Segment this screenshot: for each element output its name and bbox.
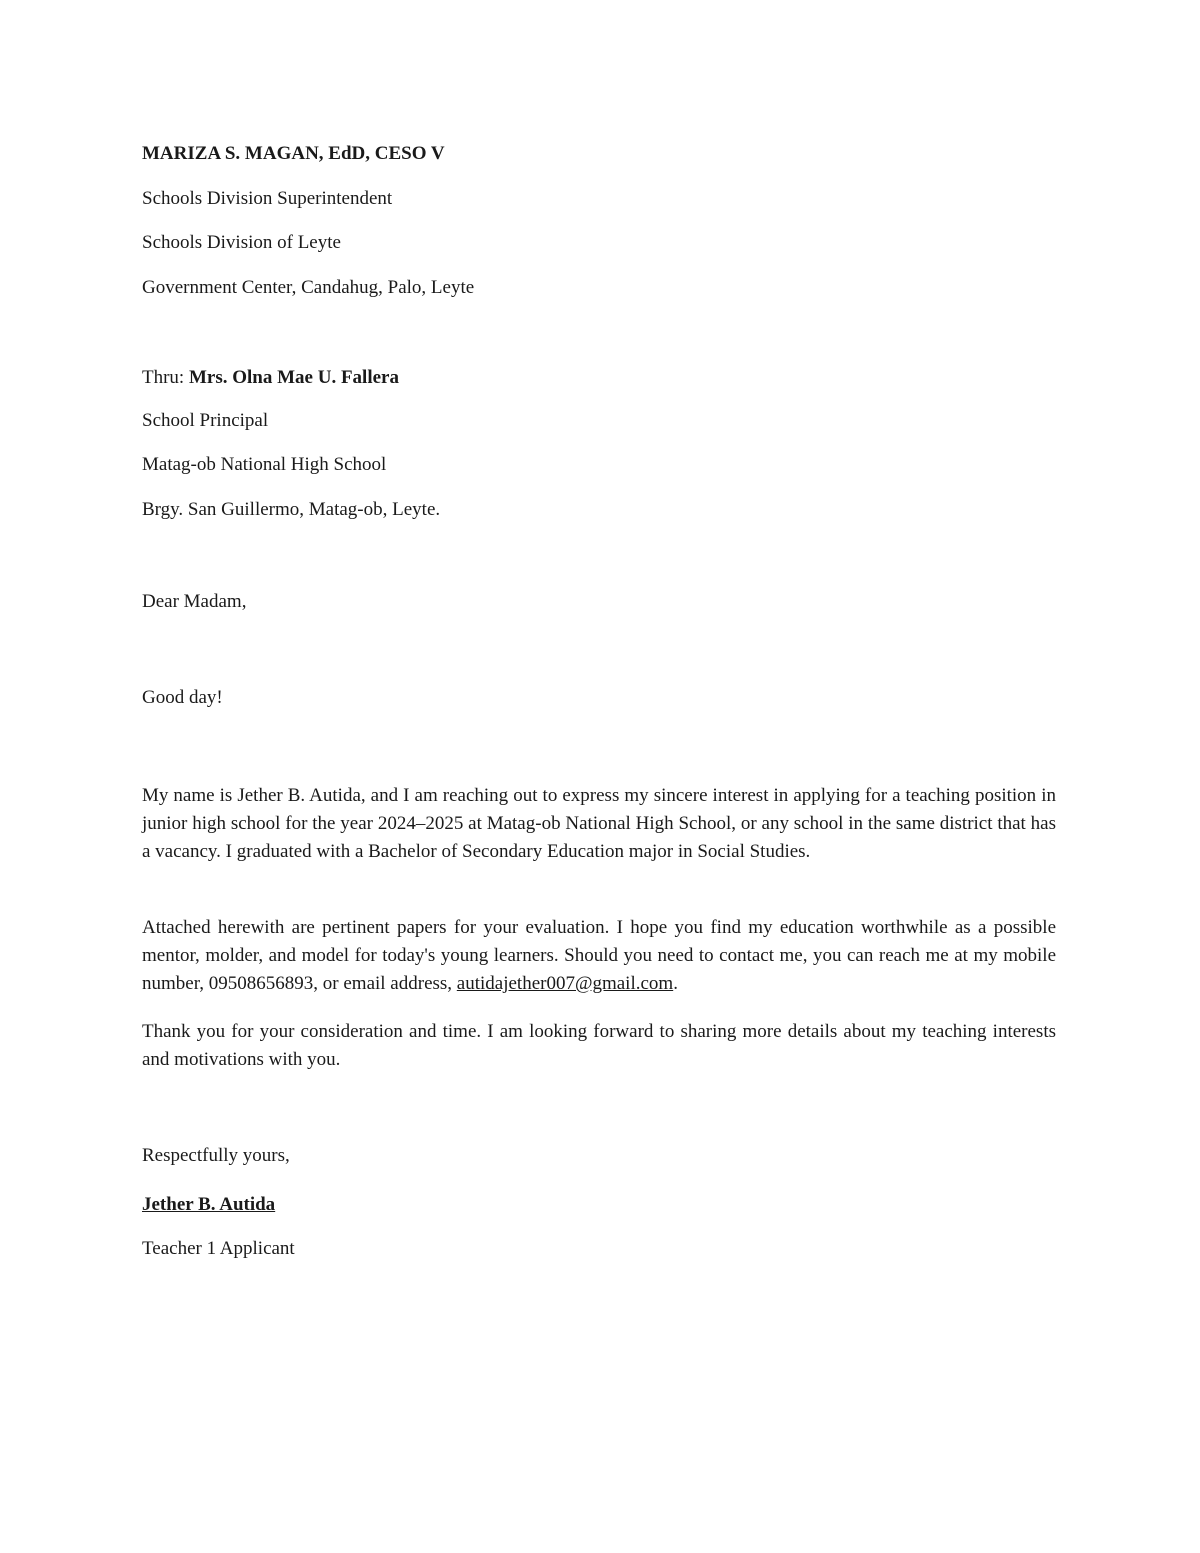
greeting: Good day! xyxy=(142,687,223,708)
body-paragraph-1: My name is Jether B. Autida, and I am reaching out to express my sincere interest in applying for a teaching position in junior high school for the year 2024–2025 at Matag-ob National High School, or any school in the same district that has a vacancy. I graduated with a Bachelor of Secondary Education major in Social Studies. xyxy=(142,785,1056,862)
recipient-name: MARIZA S. MAGAN, EdD, CESO V xyxy=(142,143,445,164)
closing: Respectfully yours, xyxy=(142,1145,290,1166)
body-paragraph-3: Thank you for your consideration and time. I am looking forward to sharing more details about my teaching interests and motivations with you. xyxy=(142,1021,1056,1070)
recipient-office: Schools Division of Leyte xyxy=(142,232,341,253)
salutation: Dear Madam, xyxy=(142,591,247,612)
recipient-title: Schools Division Superintendent xyxy=(142,188,393,209)
paragraph-2-text: Attached herewith are pertinent papers for your evaluation. I hope you find my education worthwhile as a possible mentor, molder, and model for today's young learners. Should you need to contact me, you can reach me at my mobile number, 09508656893, or email address, xyxy=(142,917,1056,994)
signature-position: Teacher 1 Applicant xyxy=(142,1238,295,1259)
paragraph-2-end: . xyxy=(673,973,678,994)
thru-title: School Principal xyxy=(142,410,269,431)
thru-name: Mrs. Olna Mae U. Fallera xyxy=(188,367,399,388)
thru-prefix: Thru: xyxy=(142,367,189,388)
thru-line xyxy=(142,366,399,390)
email-link[interactable]: autidajether007@gmail.com xyxy=(456,973,674,994)
recipient-address: Government Center, Candahug, Palo, Leyte xyxy=(142,277,475,298)
thru-address: Brgy. San Guillermo, Matag-ob, Leyte. xyxy=(142,499,441,520)
body-paragraph-2 xyxy=(142,914,1056,998)
thru-school: Matag-ob National High School xyxy=(142,454,387,475)
signature-name: Jether B. Autida xyxy=(142,1194,276,1215)
